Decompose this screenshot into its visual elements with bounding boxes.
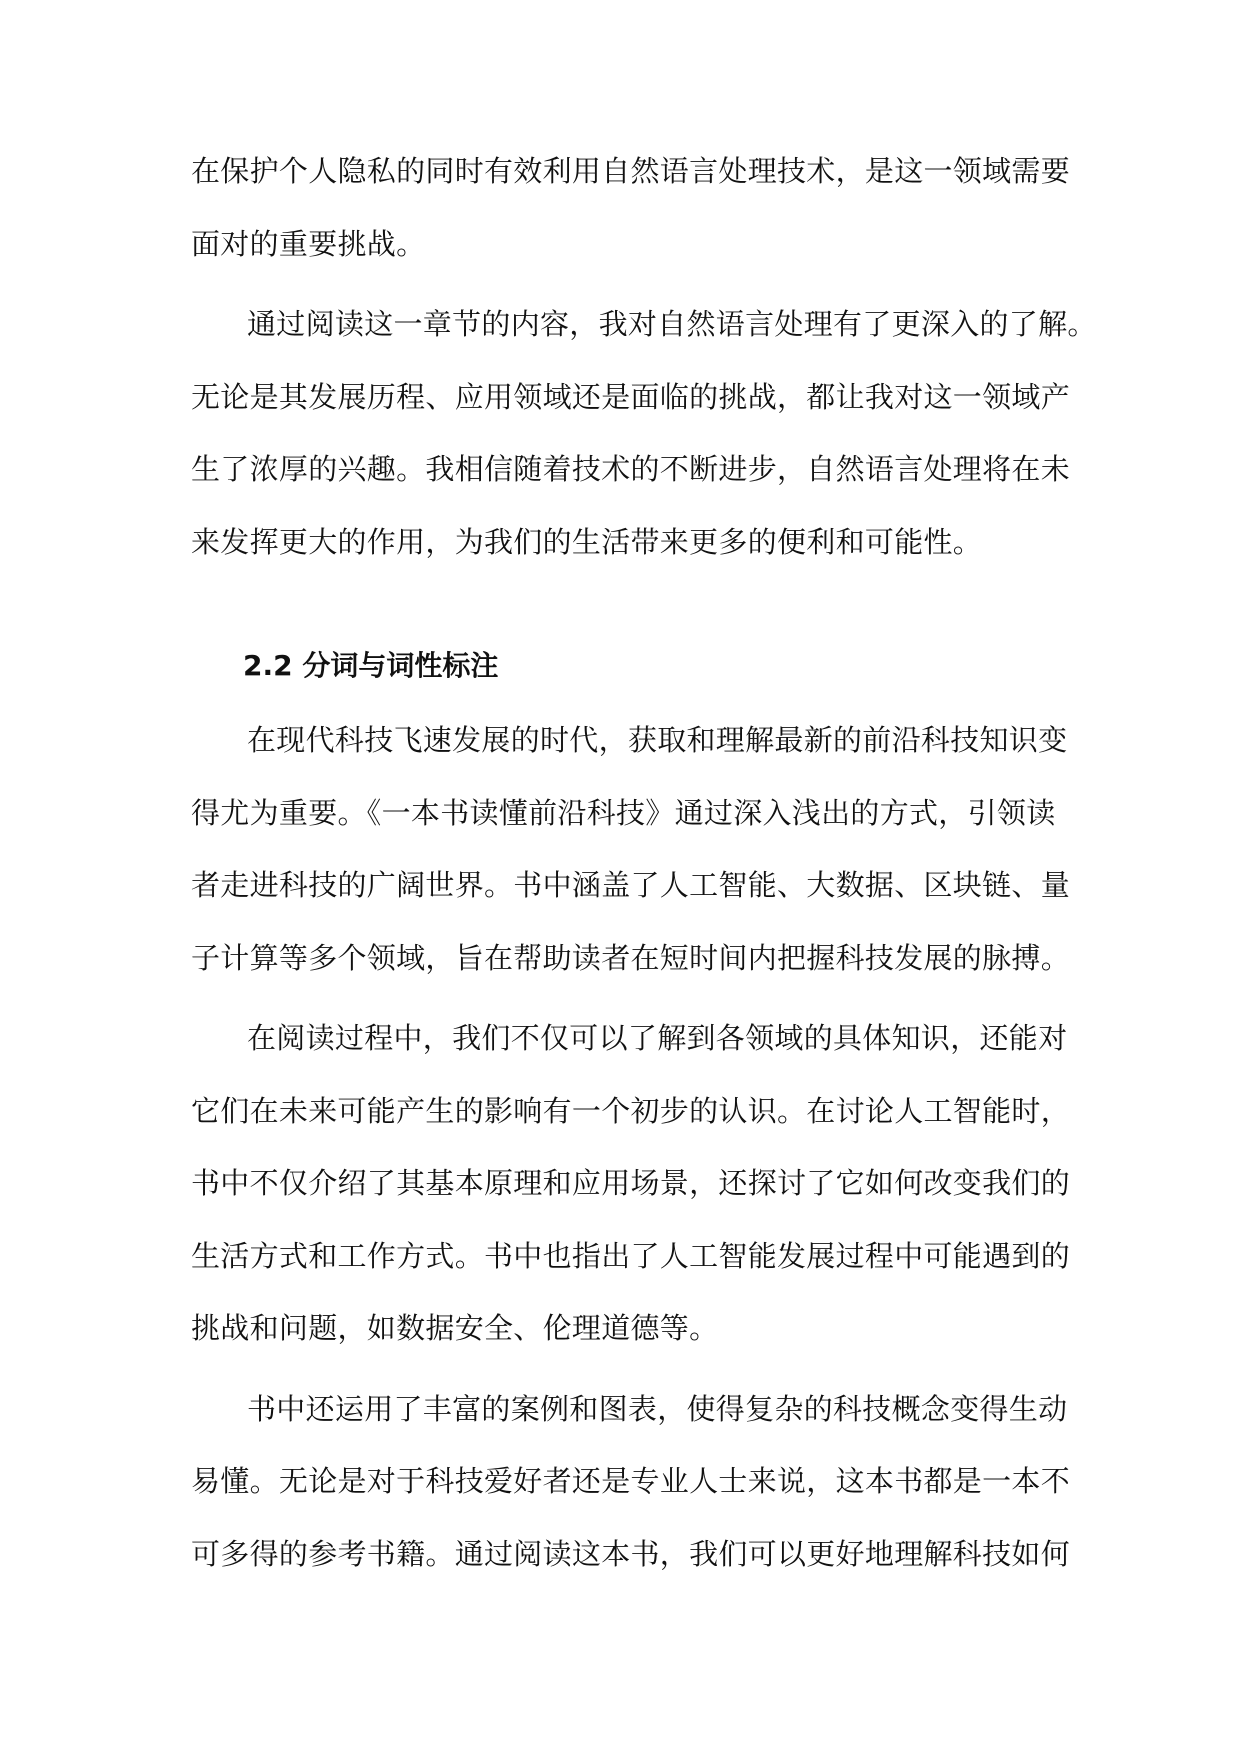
text-line: 可多得的参考书籍。通过阅读这本书，我们可以更好地理解科技如何 — [191, 1536, 1071, 1571]
text-line: 在阅读过程中，我们不仅可以了解到各领域的具体知识，还能对 — [247, 1021, 1068, 1055]
paragraph — [191, 709, 1071, 999]
text-line: 在现代科技飞速发展的时代，获取和理解最新的前沿科技知识变 — [247, 723, 1068, 757]
text-line: 生了浓厚的兴趣。我相信随着技术的不断进步，自然语言处理将在未 — [191, 452, 1071, 486]
text-line: 来发挥更大的作用，为我们的生活带来更多的便利和可能性。 — [191, 524, 983, 559]
text-line: 在保护个人隐私的同时有效利用自然语言处理技术，是这一领域需要 — [191, 154, 1071, 188]
text-line: 得尤为重要。《一本书读懂前沿科技》通过深入浅出的方式，引领读 — [191, 795, 1056, 830]
text-line: 书中不仅介绍了其基本原理和应用场景，还探讨了它如何改变我们的 — [191, 1166, 1071, 1200]
document-body — [191, 140, 1097, 1595]
paragraph — [191, 1378, 1071, 1596]
text-line: 挑战和问题，如数据安全、伦理道德等。 — [191, 1311, 719, 1345]
text-line: 者走进科技的广阔世界。书中涵盖了人工智能、大数据、区块链、量 — [191, 868, 1071, 902]
text-line: 书中还运用了丰富的案例和图表，使得复杂的科技概念变得生动 — [247, 1391, 1068, 1426]
paragraph — [191, 293, 1097, 583]
text-line: 易懂。无论是对于科技爱好者还是专业人士来说，这本书都是一本不 — [191, 1464, 1071, 1498]
text-line: 无论是其发展历程、应用领域还是面临的挑战，都让我对这一领域产 — [191, 379, 1071, 414]
paragraph — [191, 1007, 1071, 1370]
paragraph — [191, 140, 1071, 285]
text-line: 子计算等多个领域，旨在帮助读者在短时间内把握科技发展的脉搏。 — [191, 940, 1071, 975]
text-line: 它们在未来可能产生的影响有一个初步的认识。在讨论人工智能时， — [191, 1093, 1071, 1128]
text-line: 面对的重要挑战。 — [191, 226, 426, 261]
text-line: 通过阅读这一章节的内容，我对自然语言处理有了更深入的了解。 — [247, 307, 1097, 341]
section-heading: 2.2 分词与词性标注 — [243, 649, 499, 682]
text-line: 生活方式和工作方式。书中也指出了人工智能发展过程中可能遇到的 — [191, 1238, 1071, 1273]
